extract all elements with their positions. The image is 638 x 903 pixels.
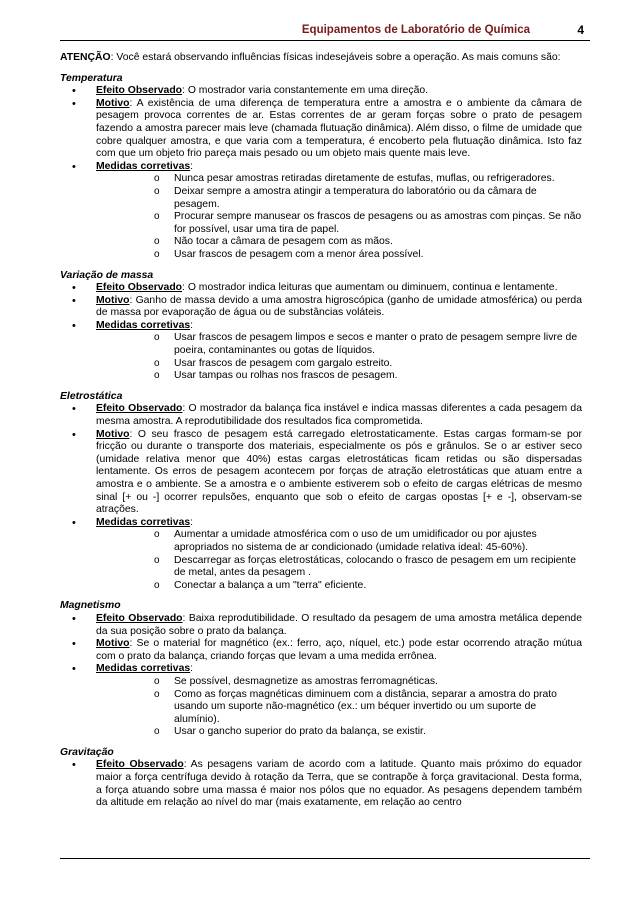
measures-item bbox=[60, 517, 582, 593]
measure-item: o Procurar sempre manusear os frascos de pesagens ou as amostras com pinças. Se não for possível, usar uma tira de papel. bbox=[132, 211, 582, 236]
section-list bbox=[60, 613, 582, 739]
measures-label: Medidas corretivas bbox=[96, 319, 191, 331]
section-magnetismo bbox=[60, 600, 582, 739]
header-rule bbox=[60, 40, 590, 41]
measures-list bbox=[96, 529, 582, 592]
effect-item bbox=[60, 759, 582, 809]
measures-colon: : bbox=[190, 319, 194, 331]
section-list bbox=[60, 85, 582, 261]
effect-item bbox=[60, 85, 582, 98]
effect-item bbox=[60, 282, 582, 295]
measure-item: o Não tocar a câmara de pesagem com as mãos. bbox=[132, 236, 582, 249]
intro-label: ATENÇÃO bbox=[60, 52, 111, 63]
effect-item bbox=[60, 403, 582, 428]
measures-label: Medidas corretivas bbox=[96, 663, 191, 675]
section-temperatura bbox=[60, 73, 582, 262]
section-title: Temperatura bbox=[60, 72, 123, 84]
section-list bbox=[60, 403, 582, 592]
measure-item: o Conectar a balança a um "terra" eficiente. bbox=[132, 580, 582, 593]
effect-text: : As pesagens variam de acordo com a latitude. Quanto mais próximo do equador maior a força centrífuga devido à rotação da Terra, que se contrapõe à força gravitacional. Desta forma, a força atuando sobre uma massa é maior nos pólos que no equador. As pesagens dependem também da altitude em relação ao nível do mar (mais exatamente, em relação ao centro bbox=[96, 759, 582, 809]
header-title: Equipamentos de Laboratório de Química bbox=[301, 24, 530, 36]
motive-text: : Ganho de massa devido a uma amostra higroscópica (ganho de umidade atmosférica) ou perda de massa por evaporação de água ou de substâncias voláteis. bbox=[96, 294, 582, 319]
motive-label: Motivo bbox=[96, 638, 130, 650]
measure-item: o Aumentar a umidade atmosférica com o uso de um umidificador ou por ajustes apropriados no sistema de ar condicionado (umidade relativa ideal: 45-60%). bbox=[132, 529, 582, 554]
measure-item: o Descarregar as forças eletrostáticas, colocando o frasco de pesagem em um recipiente de metal, antes da pesagem . bbox=[132, 555, 582, 580]
effect-text: : O mostrador varia constantemente em uma direção. bbox=[182, 85, 429, 97]
section-eletrostatica bbox=[60, 391, 582, 593]
motive-item bbox=[60, 295, 582, 320]
motive-label: Motivo bbox=[96, 294, 130, 306]
effect-label: Efeito Observado bbox=[96, 85, 183, 97]
measure-item: o Como as forças magnéticas diminuem com a distância, separar a amostra do prato usando um suporte não-magnético (ex.: um béquer invertido ou um suporte de alumínio). bbox=[132, 689, 582, 727]
measure-item: o Usar frascos de pesagem com gargalo estreito. bbox=[132, 358, 582, 371]
footer-rule bbox=[60, 858, 590, 859]
section-list bbox=[60, 282, 582, 383]
measure-item: o Usar frascos de pesagem limpos e secos e manter o prato de pesagem sempre livre de poeira, contaminantes ou gotas de líquidos. bbox=[132, 332, 582, 357]
measures-item bbox=[60, 161, 582, 262]
measures-list bbox=[96, 676, 582, 739]
section-title: Variação de massa bbox=[60, 269, 154, 281]
measures-item bbox=[60, 320, 582, 383]
intro-paragraph bbox=[60, 52, 582, 65]
document-body bbox=[60, 52, 582, 810]
measures-colon: : bbox=[190, 663, 194, 675]
effect-text: : O mostrador indica leituras que aumentam ou diminuem, continua e lentamente. bbox=[182, 282, 558, 294]
section-title: Magnetismo bbox=[60, 600, 121, 612]
measure-item: o Usar frascos de pesagem com a menor área possível. bbox=[132, 249, 582, 262]
effect-label: Efeito Observado bbox=[96, 759, 184, 771]
motive-item bbox=[60, 429, 582, 517]
measures-list bbox=[96, 173, 582, 261]
intro-text: : Você estará observando influências físicas indesejáveis sobre a operação. As mais comuns são: bbox=[110, 52, 561, 63]
measures-label: Medidas corretivas bbox=[96, 160, 191, 172]
measure-item: o Se possível, desmagnetize as amostras ferromagnéticas. bbox=[132, 676, 582, 689]
effect-item bbox=[60, 613, 582, 638]
section-variacao-massa bbox=[60, 270, 582, 383]
measures-colon: : bbox=[190, 160, 194, 172]
page-number: 4 bbox=[577, 23, 584, 37]
effect-text: : Baixa reprodutibilidade. O resultado da pesagem de uma amostra metálica depende da sua posição sobre o prato da balança. bbox=[96, 612, 582, 637]
motive-label: Motivo bbox=[96, 97, 130, 109]
measure-item: o Nunca pesar amostras retiradas diretamente de estufas, muflas, ou refrigeradores. bbox=[132, 173, 582, 186]
motive-item bbox=[60, 98, 582, 161]
measures-item bbox=[60, 663, 582, 739]
section-list bbox=[60, 759, 582, 809]
measures-list bbox=[96, 332, 582, 382]
motive-item bbox=[60, 638, 582, 663]
effect-label: Efeito Observado bbox=[96, 403, 183, 415]
section-gravitacao bbox=[60, 747, 582, 810]
effect-label: Efeito Observado bbox=[96, 612, 183, 624]
measure-item: o Deixar sempre a amostra atingir a temperatura do laboratório ou da câmara de pesagem. bbox=[132, 186, 582, 211]
section-title: Eletrostática bbox=[60, 390, 123, 402]
page-header bbox=[60, 22, 590, 40]
measure-item: o Usar o gancho superior do prato da balança, se existir. bbox=[132, 726, 582, 739]
motive-text: : O seu frasco de pesagem está carregado eletrostaticamente. Estas cargas formam-se por fricção ou durante o transporte dos materiais, especialmente os pós e grânulos. Se o ar estiver seco (umidade relativa menor que 40%) estas cargas eletrostáticas ficam retidas ou são dispersadas lentamente. Os erros de pesagem acontecem por forças de atração eletrostáticas que atuam entre a amostra e o ambiente. Se a amostra e o ambiente estiverem sob o efeito de cargas elétricas de mesmo sinal [+ ou -] ocorrer repulsões, enquanto que sob o efeito de cargas opostas [+ e -], observam-se atrações. bbox=[96, 428, 582, 516]
motive-text: : A existência de uma diferença de temperatura entre a amostra e o ambiente da câmara de pesagem provoca correntes de ar. Estas correntes de ar geram forças sobre o prato de pesagem fazendo a amostra parecer mais leve (chamada flutuação dinâmica). Além disso, o filme de umidade que cobre qualquer amostra, e que varia com a temperatura, é encoberto pela flutuação dinâmica. Isto faz com que um objeto frio pareça mais pesado ou um objeto mais quente mais leve. bbox=[96, 97, 582, 160]
effect-label: Efeito Observado bbox=[96, 282, 183, 294]
measures-colon: : bbox=[190, 516, 194, 528]
measures-label: Medidas corretivas bbox=[96, 516, 191, 528]
motive-label: Motivo bbox=[96, 428, 130, 440]
section-title: Gravitação bbox=[60, 746, 114, 758]
motive-text: : Se o material for magnético (ex.: ferro, aço, níquel, etc.) pode estar ocorrendo atração mútua com o prato da balança, criando forças que levam a uma medida errônea. bbox=[96, 638, 582, 662]
measure-item: o Usar tampas ou rolhas nos frascos de pesagem. bbox=[132, 370, 582, 383]
effect-text: : O mostrador da balança fica instável e indica massas diferentes a cada pesagem da mesma amostra. A reprodutibilidade dos resultados fica comprometida. bbox=[96, 403, 582, 428]
